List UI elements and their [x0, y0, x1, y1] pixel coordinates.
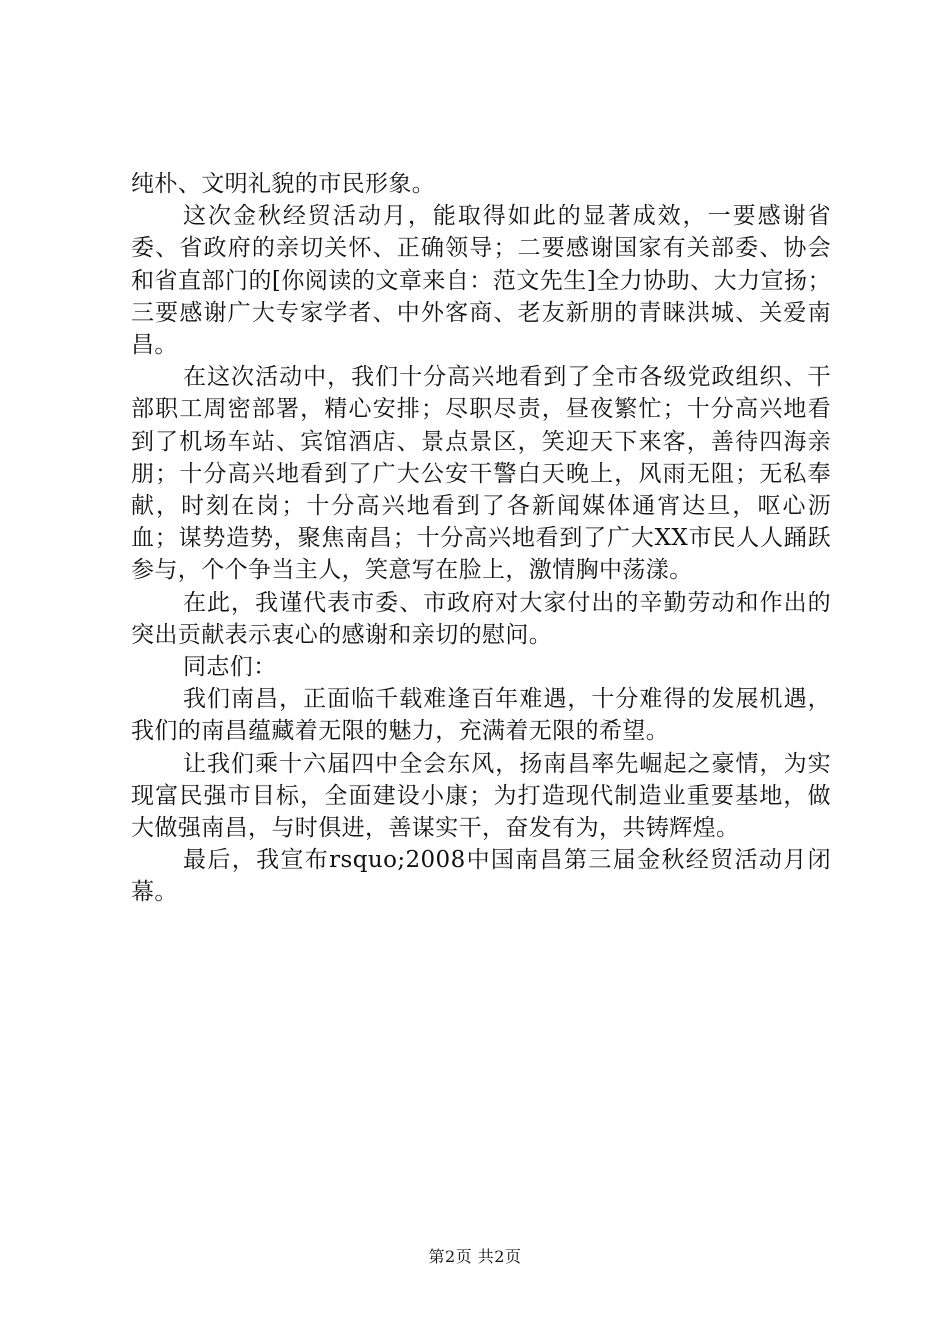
paragraph-6: 我们南昌，正面临千载难逢百年难遇，十分难得的发展机遇，我们的南昌蕴藏着无限的魅力，充满着无限的希望。	[131, 686, 831, 745]
document-body	[131, 168, 831, 909]
paragraph-3: 在这次活动中，我们十分高兴地看到了全市各级党政组织、干部职工周密部署，精心安排；尽职尽责，昼夜繁忙；十分高兴地看到了机场车站、宾馆酒店、景点景区，笑迎天下来客，善待四海亲朋；十分高兴地看到了广大公安干警白天晚上，风雨无阻；无私奉献，时刻在岗；十分高兴地看到了各新闻媒体通宵达旦，呕心沥血；谋势造势，聚焦南昌；十分高兴地看到了广大XX市民人人踊跃参与，个个争当主人，笑意写在脸上，激情胸中荡漾。	[131, 364, 831, 584]
paragraph-8: 最后，我宣布rsquo;2008中国南昌第三届金秋经贸活动月闭幕。	[131, 847, 831, 906]
page-number-footer: 第2页 共2页	[428, 1247, 522, 1266]
paragraph-2: 这次金秋经贸活动月，能取得如此的显著成效，一要感谢省委、省政府的亲切关怀、正确领导；二要感谢国家有关部委、协会和省直部门的[你阅读的文章来自：范文先生]全力协助、大力宣扬；三要感谢广大专家学者、中外客商、老友新朋的青睐洪城、关爱南昌。	[131, 203, 831, 359]
paragraph-7: 让我们乘十六届四中全会东风，扬南昌率先崛起之豪情，为实现富民强市目标，全面建设小康；为打造现代制造业重要基地，做大做强南昌，与时俱进，善谋实干，奋发有为，共铸辉煌。	[131, 750, 831, 842]
paragraph-4: 在此，我谨代表市委、市政府对大家付出的辛勤劳动和作出的突出贡献表示衷心的感谢和亲切的慰问。	[131, 589, 831, 648]
paragraph-5: 同志们：	[183, 654, 277, 681]
paragraph-1: 纯朴、文明礼貌的市民形象。	[131, 171, 436, 197]
